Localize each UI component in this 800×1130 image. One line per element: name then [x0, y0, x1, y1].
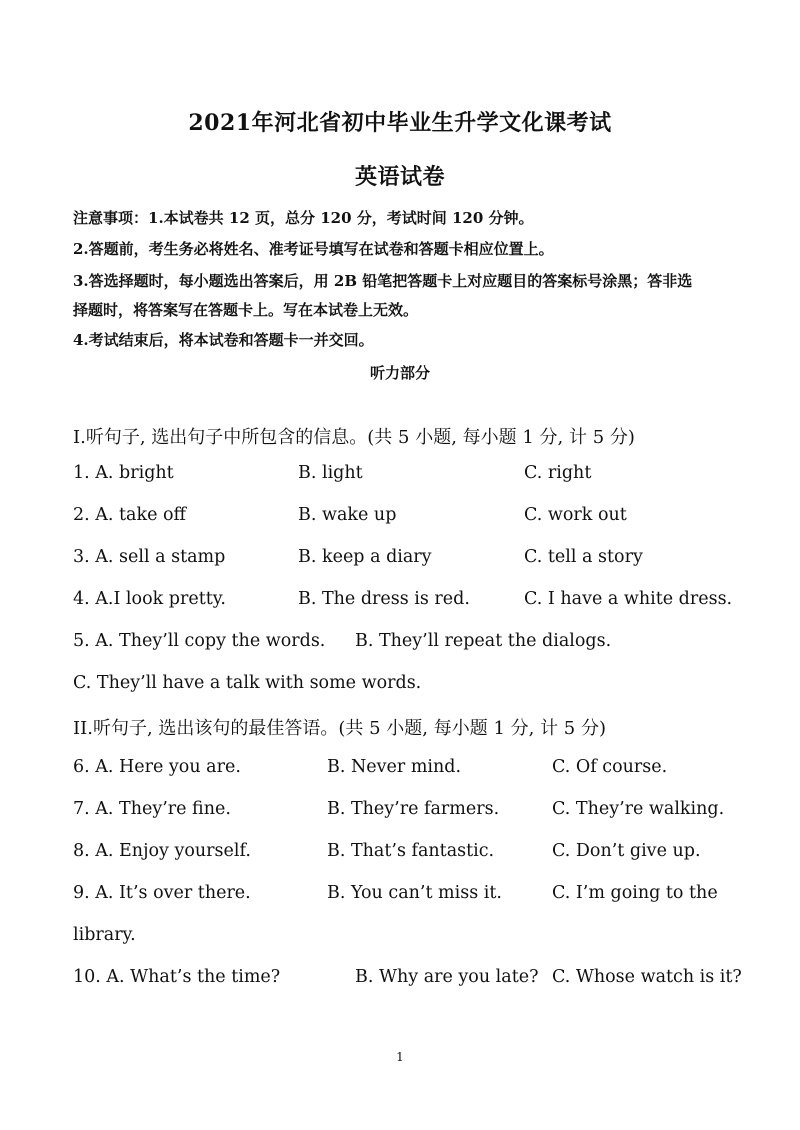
question-row [0, 799, 800, 823]
section-1-heading: I.听句子, 选出句子中所包含的信息。(共 5 小题, 每小题 1 分, 计 5 分) [73, 427, 635, 448]
question-row [0, 841, 800, 865]
option-a: 6. A. Here you are. [73, 757, 241, 777]
option-b: B. Never mind. [327, 757, 462, 777]
page-title: 2021年河北省初中毕业生升学文化课考试 [188, 110, 612, 136]
option-c: C. tell a story [524, 547, 643, 567]
option-c: C. right [524, 463, 592, 483]
page-subtitle: 英语试卷 [354, 164, 445, 190]
option-c: C. They’re walking. [552, 799, 725, 819]
option-b: B. The dress is red. [298, 589, 470, 609]
option-a: 7. A. They’re fine. [73, 799, 231, 819]
listening-heading: 听力部分 [369, 364, 430, 382]
option-b: B. You can’t miss it. [327, 883, 502, 903]
option-c: C. work out [524, 505, 627, 525]
option-c: C. Whose watch is it? [552, 967, 742, 987]
question-row [0, 631, 800, 655]
option-c: C. Don’t give up. [552, 841, 701, 861]
option-b: B. keep a diary [298, 547, 432, 567]
question-row [0, 505, 800, 529]
note-4: 4.考试结束后，将本试卷和答题卡一并交回。 [73, 331, 374, 349]
note-3: 3.答选择题时，每小题选出答案后，用 2B 铅笔把答题卡上对应题目的答案标号涂黑；答非选 [73, 272, 693, 290]
option-b: B. They’re farmers. [327, 799, 500, 819]
question-row [0, 757, 800, 781]
option-b: B. Why are you late? [355, 967, 539, 987]
option-b: B. wake up [298, 505, 397, 525]
option-a: 8. A. Enjoy yourself. [73, 841, 251, 861]
option-c: C. They’ll have a talk with some words. [73, 673, 422, 693]
option-a: 5. A. They’ll copy the words. [73, 631, 326, 651]
question-row [0, 967, 800, 991]
option-b: B. They’ll repeat the dialogs. [355, 631, 612, 651]
note-1: 注意事项：1.本试卷共 12 页，总分 120 分，考试时间 120 分钟。 [73, 209, 534, 227]
option-a: 9. A. It’s over there. [73, 883, 251, 903]
note-2: 2.答题前，考生务必将姓名、准考证号填写在试卷和答题卡相应位置上。 [73, 240, 554, 258]
option-b: B. That’s fantastic. [327, 841, 495, 861]
section-2-heading: II.听句子, 选出该句的最佳答语。(共 5 小题, 每小题 1 分, 计 5 分) [73, 718, 607, 739]
question-row [0, 589, 800, 613]
option-b: B. light [298, 463, 363, 483]
question-row [0, 463, 800, 487]
question-row [0, 547, 800, 571]
option-a: 2. A. take off [73, 505, 186, 525]
option-c: C. I have a white dress. [524, 589, 733, 609]
note-3-cont: 择题时，将答案写在答题卡上。写在本试卷上无效。 [73, 301, 419, 319]
question-row-cont [0, 673, 800, 697]
question-row [0, 883, 800, 907]
option-a: 10. A. What’s the time? [73, 967, 281, 987]
option-c: C. Of course. [552, 757, 668, 777]
option-a: 4. A.I look pretty. [73, 589, 226, 609]
option-a: 3. A. sell a stamp [73, 547, 226, 567]
option-c-cont: library. [73, 925, 136, 945]
question-row-cont [0, 925, 800, 949]
page-number: 1 [396, 1050, 404, 1064]
option-a: 1. A. bright [73, 463, 174, 483]
option-c: C. I’m going to the [552, 883, 718, 903]
